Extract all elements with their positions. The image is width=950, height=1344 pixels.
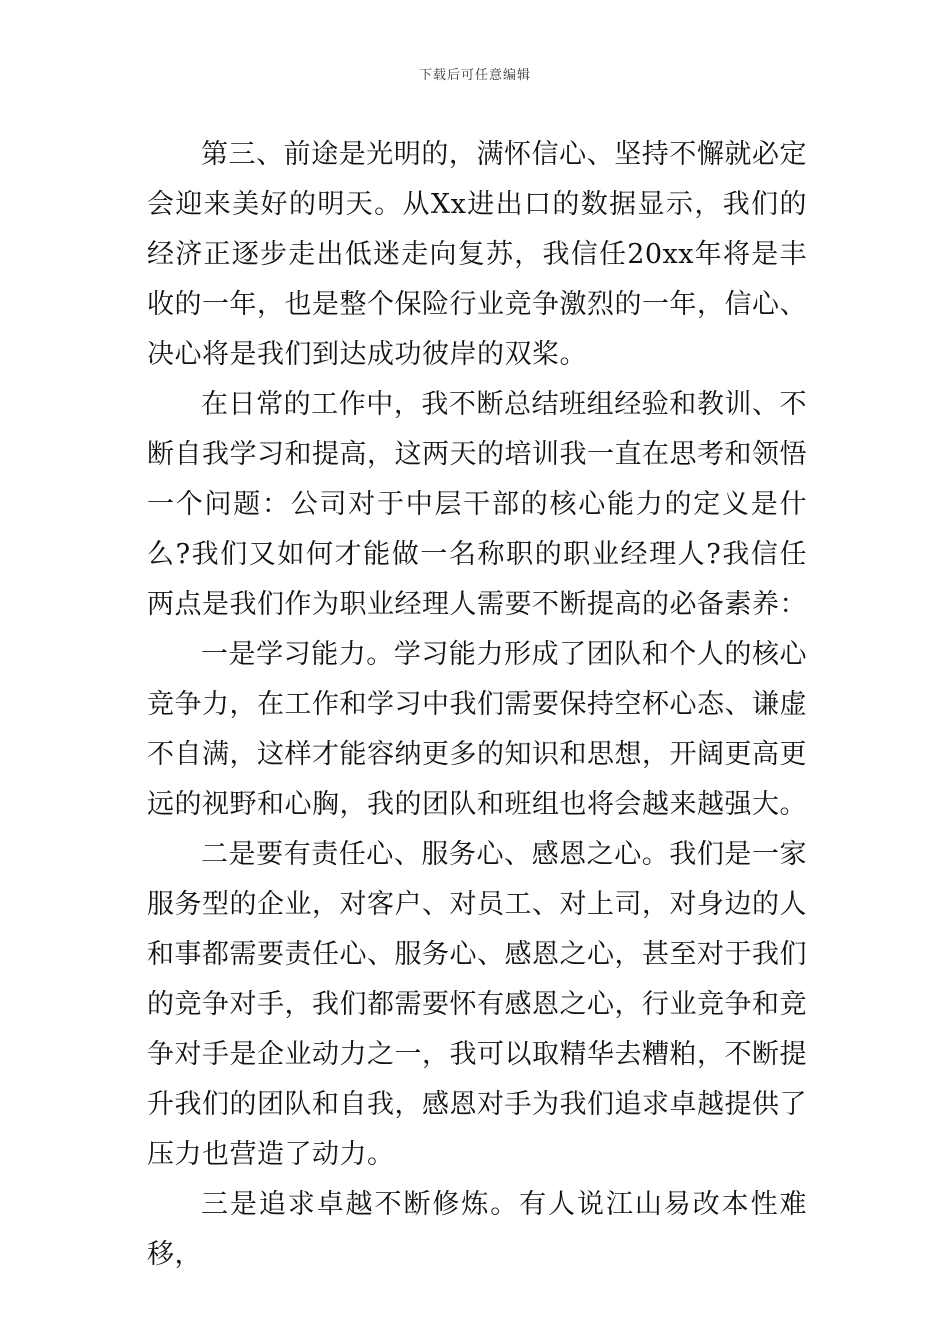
page-header-note: 下载后可任意编辑 [418,68,531,83]
paragraph-daily-work: 在日常的工作中，我不断总结班组经验和教训、不断自我学习和提高，这两天的培训我一直在思考和领悟一个问题：公司对于中层干部的核心能力的定义是什么?我们又如何才能做一名称职的职业经理人?我信任两点是我们作为职业经理人需要不断提高的必备素养： [147,389,807,620]
paragraph-learning-ability: 一是学习能力。学习能力形成了团队和个人的核心竞争力，在工作和学习中我们需要保持空杯心态、谦虚不自满，这样才能容纳更多的知识和思想，开阔更高更远的视野和心胸，我的团队和班组也将会越来越强大。 [147,639,807,820]
paragraph-prospects: 第三、前途是光明的，满怀信心、坚持不懈就必定会迎来美好的明天。从Xx进出口的数据显示，我们的经济正逐步走出低迷走向复苏，我信任20xx年将是丰收的一年，也是整个保险行业竞争激烈的一年，信心、决心将是我们到达成功彼岸的双桨。 [147,139,807,370]
document-body [147,130,807,1280]
paragraph-responsibility: 二是要有责任心、服务心、感恩之心。我们是一家服务型的企业，对客户、对员工、对上司，对身边的人和事都需要责任心、服务心、感恩之心，甚至对于我们的竞争对手，我们都需要怀有感恩之心，行业竞争和竞争对手是企业动力之一，我可以取精华去糟粕，不断提升我们的团队和自我，感恩对手为我们追求卓越提供了压力也营造了动力。 [147,839,807,1170]
paragraph-pursue-excellence: 三是追求卓越不断修炼。有人说江山易改本性难移， [147,1189,807,1270]
